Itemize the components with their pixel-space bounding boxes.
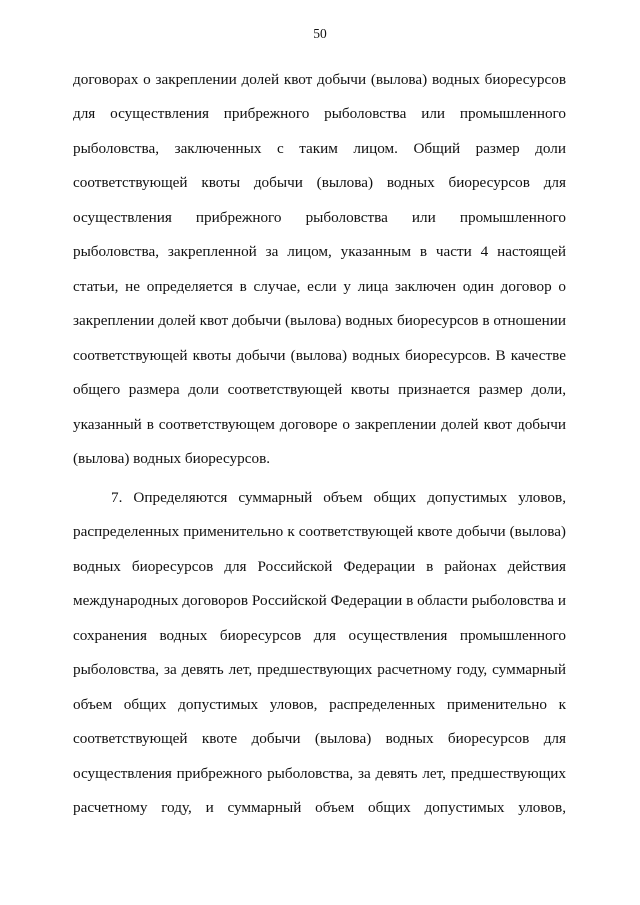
page-number: 50 <box>313 26 327 41</box>
text-line: закреплении долей квот добычи (вылова) водных биоресурсов в отношении <box>73 312 566 329</box>
text-line: расчетному году, и суммарный объем общих допустимых уловов, <box>73 799 566 816</box>
text-line: рыболовства, закрепленной за лицом, указанным в части 4 настоящей <box>73 243 566 260</box>
text-line: указанный в соответствующем договоре о закреплении долей квот добычи <box>73 416 566 433</box>
text-line: статьи, не определяется в случае, если у лица заключен один договор о <box>73 278 566 295</box>
text-line: для осуществления прибрежного рыболовства или промышленного <box>73 105 566 122</box>
text-line: осуществления прибрежного рыболовства или промышленного <box>73 209 566 226</box>
text-line: водных биоресурсов для Российской Федерации в районах действия <box>73 558 566 575</box>
text-line: международных договоров Российской Федерации в области рыболовства и <box>73 592 566 609</box>
text-line: распределенных применительно к соответствующей квоте добычи (вылова) <box>73 523 566 540</box>
text-line: рыболовства, за девять лет, предшествующих расчетному году, суммарный <box>73 661 566 678</box>
text-line: соответствующей квоты добычи (вылова) водных биоресурсов для <box>73 174 566 191</box>
text-line: объем общих допустимых уловов, распределенных применительно к <box>73 696 566 713</box>
paragraph-start-line: 7. Определяются суммарный объем общих допустимых уловов, <box>111 489 566 506</box>
text-line: соответствующей квоты добычи (вылова) водных биоресурсов. В качестве <box>73 347 566 364</box>
text-line: осуществления прибрежного рыболовства, за девять лет, предшествующих <box>73 765 566 782</box>
text-line: (вылова) водных биоресурсов. <box>73 450 271 467</box>
text-line: сохранения водных биоресурсов для осуществления промышленного <box>73 627 566 644</box>
text-line: соответствующей квоте добычи (вылова) водных биоресурсов для <box>73 730 566 747</box>
text-line: общего размера доли соответствующей квоты признается размер доли, <box>73 381 566 398</box>
text-line: договорах о закреплении долей квот добычи (вылова) водных биоресурсов <box>73 71 566 88</box>
text-line: рыболовства, заключенных с таким лицом. Общий размер доли <box>73 140 566 157</box>
